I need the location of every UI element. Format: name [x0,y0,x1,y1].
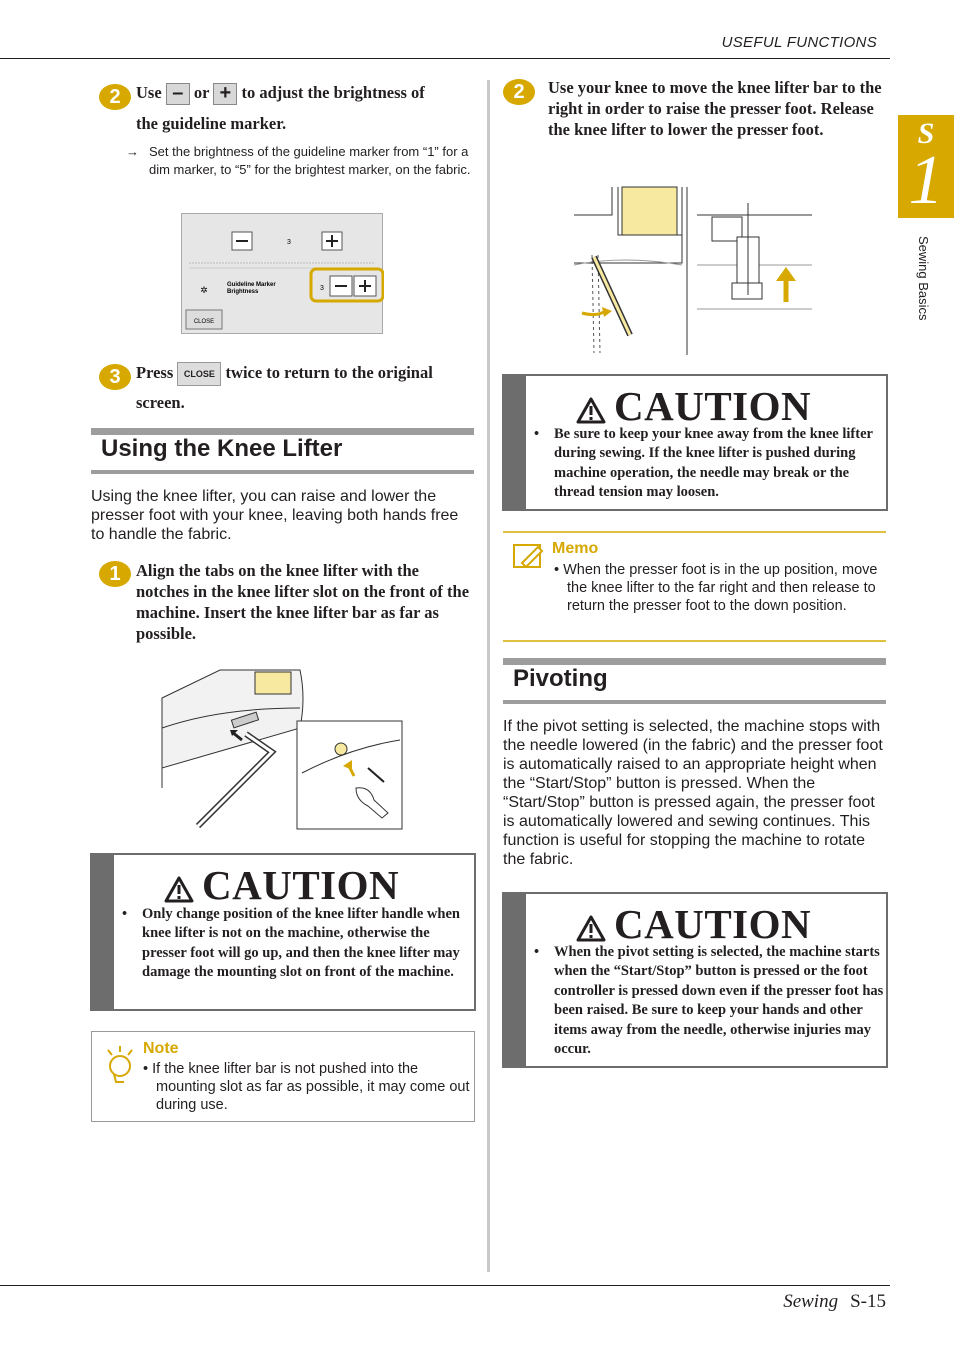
caution-list [532,943,884,1059]
note-label: Note [143,1040,179,1057]
screen-label-1: Guideline Marker [227,282,276,288]
caution-list [532,425,884,503]
warning-triangle-icon [576,915,606,942]
step-text-part: to adjust the brightness of [241,83,425,102]
section-heading [91,428,474,476]
caution-title: CAUTION [202,862,400,908]
knee-lift-illustration [572,185,817,357]
step-result-note: Set the brightness of the guideline marker from “1” for a dim marker, to “5” for the brightest marker, on the fabric. [149,144,471,177]
chapter-tab-number: 1 [908,142,944,219]
screen-value: 3 [320,285,324,292]
section-intro: If the pivot setting is selected, the machine stops with the needle lowered (in the fabric) and the presser foot is automatically raised to an appropriate height when the “Start/Stop” button is pressed. When the “Start/Stop” button is pressed again, the presser foot is automatically lowered and sewing continues. This function is useful for stopping the machine to rotate the fabric. [503,718,883,868]
step-text [136,362,476,386]
memo-text-body: When the presser foot is in the up position, move the knee lifter to the far right and then release to return the presser foot to the down position. [563,562,878,614]
close-button-icon: CLOSE [177,362,221,386]
plus-button-icon: + [213,83,237,105]
warning-triangle-icon [576,397,606,424]
caution-item: • When the pivot setting is selected, the machine starts when the “Start/Stop” button is pressed or the foot controller is pressed down even if the presser foot has been raised. Be sure to keep your hands and other items away from the needle, otherwise injuries may occur. [554,943,884,1059]
step-text-part: twice to return to the original [225,363,433,382]
caution-box [90,853,476,1011]
step-text-part: or [193,83,210,102]
memo-box [503,531,886,642]
step-number: 1 [99,561,131,587]
caution-box [502,892,888,1068]
section-bar [503,700,886,704]
caution-side-bar [504,894,526,1066]
section-bar [91,428,474,435]
screen-close-button: CLOSE [193,319,215,325]
sun-icon: ✲ [200,285,208,295]
caution-item: • Only change position of the knee lifter handle when knee lifter is not on the machine, otherwise the presser foot will go up, and then the knee lifter may damage the mounting slot on front of the machine. [142,905,472,983]
step-text-part: Press [136,363,174,382]
lightbulb-icon [104,1044,136,1084]
minus-button-icon: – [166,83,190,105]
chapter-tab [898,115,954,218]
step-number: 2 [503,79,535,105]
section-intro: Using the knee lifter, you can raise and lower the presser foot with your knee, leaving both hands free to handle the fabric. [91,488,459,543]
caution-box [502,374,888,511]
section-title: Pivoting [513,665,608,692]
column-divider [487,80,490,1272]
caution-item: • Be sure to keep your knee away from the knee lifter during sewing. If the knee lifter is pushed during machine operation, the needle may break or the thread tension may loosen. [554,425,884,503]
header-rule [0,58,890,59]
memo-label: Memo [552,540,599,557]
step-text: Align the tabs on the knee lifter with the notches in the knee lifter slot on the front of the machine. Insert the knee lifter bar as far as possible. [136,561,470,643]
screen-value-top: 3 [287,239,291,246]
caution-side-bar [504,376,526,509]
caution-heading [576,900,811,948]
chapter-side-label: Sewing Basics [916,236,931,321]
step-text-part: Use [136,83,162,102]
caution-title: CAUTION [614,383,812,429]
note-box [91,1031,475,1122]
note-text: • If the knee lifter bar is not pushed into the mounting slot as far as possible, it may come out during use. [143,1061,470,1113]
footer [783,1291,886,1313]
page-number: S-15 [850,1291,886,1312]
caution-side-bar [92,855,114,1009]
warning-triangle-icon [164,876,194,903]
step-text [136,82,476,105]
section-heading [503,658,886,705]
knee-lifter-insert-illustration [160,668,405,836]
caution-list [120,905,472,983]
brightness-screen-illustration [181,213,384,335]
memo-text: • When the presser foot is in the up position, move the knee lifter to the far right and then release to return the presser foot to the down position. [554,562,878,614]
step-text-line2: screen. [136,393,185,412]
step-number: 3 [99,364,131,390]
section-bar [91,470,474,474]
section-bar [503,658,886,665]
memo-pencil-icon [512,543,546,571]
section-title: Using the Knee Lifter [101,435,343,462]
footer-rule [0,1285,890,1286]
footer-chapter: Sewing [783,1291,839,1312]
caution-heading [576,382,811,430]
screen-label-2: Brightness [227,289,259,295]
caution-heading [164,861,399,909]
step-text-line2: the guideline marker. [136,114,287,133]
step-text: Use your knee to move the knee lifter bar to the right in order to raise the presser foot. Release the knee lifter to lower the presser foot. [548,78,882,139]
note-text-body: If the knee lifter bar is not pushed into the mounting slot as far as possible, it may come out during use. [152,1061,470,1113]
result-arrow-icon: → [126,144,139,159]
step-number: 2 [99,84,131,110]
running-header: USEFUL FUNCTIONS [721,34,877,51]
caution-title: CAUTION [614,901,812,947]
chapter-tab-letter: S [917,117,935,150]
